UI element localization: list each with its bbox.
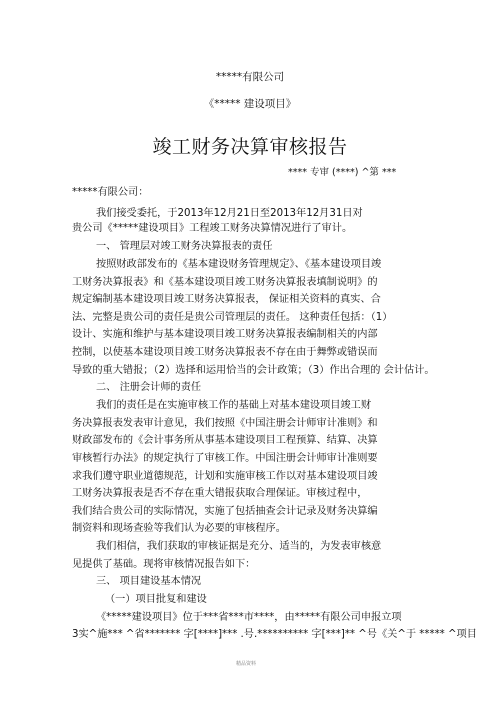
body-line: 我们结合贵公司的实际情况，实施了包括抽查会计记录及财务决算编 — [72, 506, 378, 517]
salutation: *****有限公司： — [72, 187, 149, 198]
company-header: *****有限公司 — [215, 71, 285, 83]
body-line: 法、完整是贵公司的责任是贵公司管理层的责任。 这种责任包括：（1） — [72, 312, 393, 323]
report-number: **** 专审 (****) ^第 *** — [288, 167, 397, 178]
body-line: 控制，以使基本建设项目竣工财务决算报表不存在由于舞弊或错误而 — [72, 347, 378, 358]
body-line: 求我们遵守职业道德规范，计划和实施审核工作以对基本建设项目竣 — [72, 471, 378, 482]
body-line: 我们接受委托，于2013年12月21日至2013年12月31日对 — [96, 208, 363, 219]
body-line: 见提供了基础。现将审核情况报告如下： — [72, 559, 256, 570]
body-line: 贵公司《*****建设项目》工程竣工财务决算情况进行了审计。 — [72, 223, 353, 234]
body-line: 制资料和现场查验等我们认为必要的审核程序。 — [72, 523, 286, 534]
body-line: 工财务决算报表是否不存在重大错报获取合理保证。审核过程中， — [72, 488, 368, 499]
body-line: 规定编制基本建设项目竣工财务决算报表， 保证相关资料的真实、合 — [72, 294, 381, 305]
body-line: 《*****建设项目》位于***省***市****，由*****有限公司申报立项 — [96, 612, 402, 623]
body-line: 财政部发布的《会计事务所从事基本建设项目工程预算、结算、决算 — [72, 435, 378, 446]
body-line: 我们相信，我们获取的审核证据是充分、适当的，为发表审核意 — [96, 541, 382, 552]
body-line: 按照财政部发布的《基本建设财务管理规定》、《基本建设项目竣 — [96, 259, 382, 270]
body-line: 工财务决算报表》和《基本建设项目竣工财务决算报表填制说明》的 — [72, 277, 378, 288]
page-title: 竣工财务决算审核报告 — [152, 136, 348, 158]
subsection-heading: （一）项目批复和建设 — [105, 594, 207, 605]
body-line: 务决算报表发表审计意见，我们按照《中国注册会计师审计准则》和 — [72, 418, 378, 429]
body-line: 3实^施*** ^省******* 字[****]*** .号.********** 字[***]** ^号《关^于 ***** ^项目 — [72, 629, 477, 640]
body-line: 我们的责任是在实施审核工作的基础上对基本建设项目竣工财 — [96, 400, 372, 411]
project-header: 《***** 建设项目》 — [203, 98, 297, 110]
section-heading: 三、 项目建设基本情况 — [96, 576, 202, 587]
body-line: 设计、实施和维护与基本建设项目竣工财务决算报表编制相关的内部 — [72, 329, 378, 340]
section-heading: 一、 管理层对竣工财务决算报表的责任 — [96, 241, 273, 252]
body-line: 导致的重大错报；（2）选择和运用恰当的会计政策；（3）作出合理的 会计估计。 — [72, 365, 435, 376]
body-line: 审核暂行办法》的规定执行了审核工作。中国注册会计师审计准则要 — [72, 453, 378, 464]
page-footer: 精品资料 — [236, 661, 257, 667]
section-heading: 二、 注册会计师的责任 — [96, 382, 202, 393]
